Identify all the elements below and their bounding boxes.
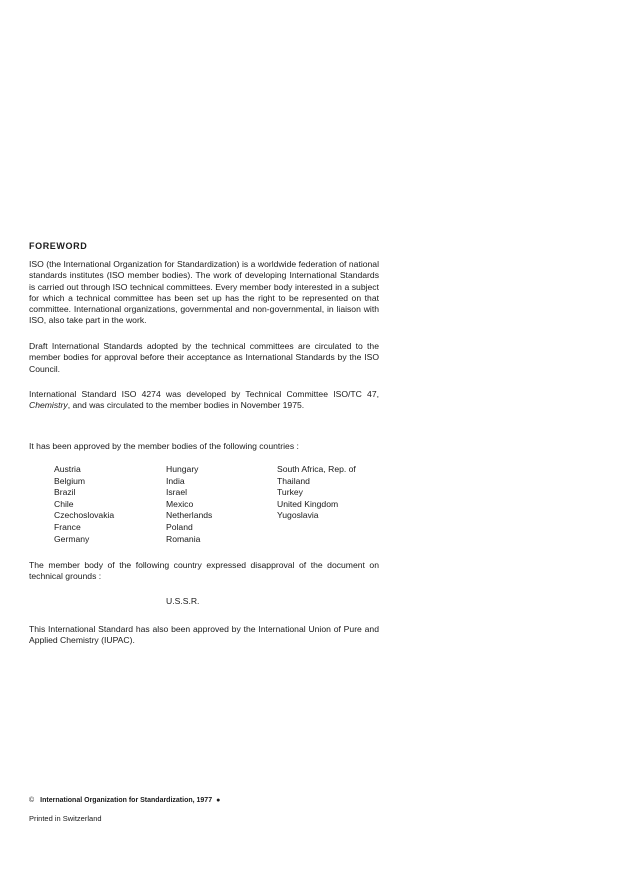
country: Netherlands (166, 510, 213, 521)
country: Poland (166, 521, 193, 532)
iupac-note: This International Standard has also been approved by the International Union of Pure and Applied Chemistry (IUPAC). (29, 624, 379, 646)
country: Austria (54, 464, 81, 474)
printed-in: Printed in Switzerland (29, 814, 102, 823)
country: Hungary (166, 464, 199, 474)
countries-column-1 (54, 464, 166, 545)
country: South Africa, Rep. of (277, 464, 356, 474)
development-text-end: , and was circulated to the member bodies in November 1975. (67, 400, 305, 411)
approving-countries-list (54, 464, 384, 545)
country: Germany (54, 533, 90, 544)
country: India (166, 475, 185, 486)
development-text-start: International Standard ISO 4274 was developed by Technical Committee ISO/TC 47, (29, 389, 379, 399)
disapproving-country: U.S.S.R. (166, 596, 200, 606)
foreword-paragraph-drafts: Draft International Standards adopted by the technical committees are circulated to the member bodies for approval before their acceptance as International Standards by the ISO Council. (29, 341, 379, 374)
country: France (54, 521, 81, 532)
country: Thailand (277, 475, 310, 486)
disapproval-intro: The member body of the following country expressed disapproval of the document on technical grounds : (29, 560, 379, 582)
country: Brazil (54, 487, 76, 498)
country: Belgium (54, 475, 86, 486)
copyright-icon: © (29, 797, 35, 804)
country: Romania (166, 533, 201, 544)
country: United Kingdom (277, 498, 339, 509)
foreword-paragraph-development (29, 389, 379, 412)
countries-column-3 (277, 464, 356, 545)
foreword-heading: FOREWORD (29, 241, 88, 251)
countries-column-2 (166, 464, 277, 545)
copyright-text: International Organization for Standardization, 1977 (40, 797, 213, 804)
approval-intro: It has been approved by the member bodies of the following countries : (29, 441, 299, 451)
bullet-icon: ● (216, 797, 221, 804)
country: Mexico (166, 498, 194, 509)
foreword-paragraph-iso: ISO (the International Organization for Standardization) is a worldwide federation of national standards institutes (ISO member bodies). The work of developing International Standards is carried out through ISO technical committees. Every member body interested in a subject for which a technical committee has been set up has the right to be represented on that committee. International organizations, governmental and non-governmental, in liaison with ISO, also take part in the work. (29, 259, 379, 326)
country: Czechoslovakia (54, 510, 115, 521)
country: Turkey (277, 487, 303, 498)
committee-name: Chemistry (29, 400, 68, 411)
country: Chile (54, 498, 74, 509)
country: Yugoslavia (277, 510, 319, 521)
country: Israel (166, 487, 188, 498)
copyright-line (29, 797, 220, 804)
